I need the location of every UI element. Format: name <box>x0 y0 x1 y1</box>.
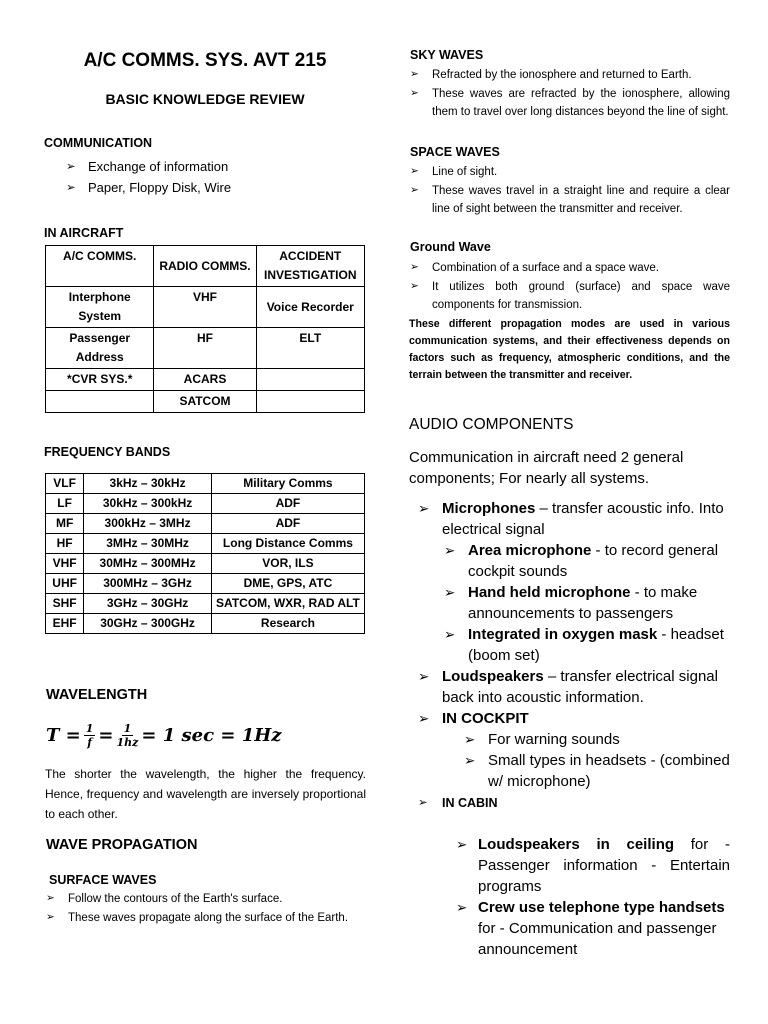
microphone-types-list <box>442 540 732 666</box>
table-cell: DME, GPS, ATC <box>211 574 364 594</box>
table-cell: VHF <box>154 287 256 328</box>
cabin-list <box>454 834 730 960</box>
loudspeakers-label: Loudspeakers <box>442 668 544 685</box>
table-cell: Passenger Address <box>46 328 154 369</box>
table-cell: Military Comms <box>211 474 364 494</box>
table-cell: 30kHz – 300kHz <box>84 494 212 514</box>
table-cell: UHF <box>46 574 84 594</box>
in-aircraft-table <box>45 245 365 413</box>
formula-fraction <box>117 722 139 749</box>
table-row <box>46 614 365 634</box>
table-cell: VOR, ILS <box>211 554 364 574</box>
table-row <box>46 574 365 594</box>
list-item: ➢ It utilizes both ground (surface) and space wave components for transmission. <box>408 278 730 315</box>
wavelength-formula <box>46 718 281 752</box>
list-item <box>416 498 732 666</box>
list-item <box>442 540 732 582</box>
table-cell: 3MHz – 30MHz <box>84 534 212 554</box>
item-text: for - Passenger information - Entertain programs <box>478 836 730 895</box>
audio-list <box>416 498 732 814</box>
table-row <box>46 494 365 514</box>
list-item <box>442 624 732 666</box>
fraction-numerator: 1 <box>85 721 94 735</box>
microphones-label: Microphones <box>442 500 536 517</box>
list-item <box>416 666 732 708</box>
table-cell: 3GHz – 30GHz <box>84 594 212 614</box>
table-cell: 3kHz – 30kHz <box>84 474 212 494</box>
table-cell: *CVR SYS.* <box>46 369 154 391</box>
fraction-numerator: 1 <box>123 721 132 735</box>
formula-fraction <box>84 722 96 749</box>
list-item: ➢ These waves are refracted by the ionosphere, allowing them to travel over long distances beyond the line of sight. <box>408 85 730 122</box>
item-text: for - Communication and passenger announcement <box>478 920 717 958</box>
communication-list <box>64 156 354 198</box>
audio-intro: Communication in aircraft need 2 general components; For nearly all systems. <box>409 449 684 487</box>
table-cell: HF <box>46 534 84 554</box>
propagation-note: These different propagation modes are used in various communication systems, and their effectiveness depends on factors such as frequency, atmospheric conditions, and the terrain between the transmitter and receiver. <box>409 318 730 381</box>
table-row <box>46 594 365 614</box>
table-cell: ADF <box>211 514 364 534</box>
table-row <box>46 369 365 391</box>
cockpit-list <box>462 729 732 792</box>
item-text: - to make announcements to passengers <box>468 584 698 622</box>
page-subtitle: BASIC KNOWLEDGE REVIEW <box>105 91 305 107</box>
item-bold: Loudspeakers in ceiling <box>478 836 675 853</box>
sky-waves-list <box>408 66 730 122</box>
table-cell: SATCOM <box>154 391 256 413</box>
table-cell: VLF <box>46 474 84 494</box>
list-item <box>442 582 732 624</box>
ground-wave-list <box>408 259 730 315</box>
in-cockpit-label: IN COCKPIT <box>442 710 529 727</box>
item-text: - headset (boom set) <box>468 626 724 664</box>
table-cell: ACARS <box>154 369 256 391</box>
table-row <box>46 554 365 574</box>
list-item <box>454 897 730 960</box>
page-title: A/C COMMS. SYS. AVT 215 <box>83 50 327 71</box>
item-bold: Hand held microphone <box>468 584 631 601</box>
table-cell: VHF <box>46 554 84 574</box>
audio-components-list <box>416 498 732 814</box>
fraction-denominator: 1hz <box>116 735 139 749</box>
item-bold: Crew use telephone type handsets <box>478 899 725 916</box>
in-aircraft-heading: IN AIRCRAFT <box>44 226 124 240</box>
list-item: ➢ These waves propagate along the surface of the Earth. <box>44 909 366 928</box>
item-bold: Area microphone <box>468 542 592 559</box>
table-cell: SHF <box>46 594 84 614</box>
audio-components-heading: AUDIO COMPONENTS <box>409 416 574 433</box>
list-item: ➢ Combination of a surface and a space wave. <box>408 259 730 278</box>
frequency-bands-heading: FREQUENCY BANDS <box>44 445 171 459</box>
microphones-text: – transfer acoustic info. Into electrical signal <box>442 500 724 538</box>
table-cell: MF <box>46 514 84 534</box>
formula-equals: = <box>98 724 114 746</box>
formula-rhs: = 1 sec = 1Hz <box>141 724 282 746</box>
list-item <box>416 792 732 814</box>
list-item: ➢ Refracted by the ionosphere and returned to Earth. <box>408 66 730 85</box>
list-item: ➢ For warning sounds <box>462 729 732 750</box>
table-cell <box>256 391 364 413</box>
surface-waves-heading: SURFACE WAVES <box>49 873 157 887</box>
table-cell: HF <box>154 328 256 369</box>
item-text: - to record general cockpit sounds <box>468 542 719 580</box>
list-item: ➢ Small types in headsets - (combined w/ microphone) <box>462 750 732 792</box>
fraction-denominator: f <box>87 735 92 749</box>
table-cell: Interphone System <box>46 287 154 328</box>
table-cell: Long Distance Comms <box>211 534 364 554</box>
table-cell: 30MHz – 300MHz <box>84 554 212 574</box>
ground-wave-heading: Ground Wave <box>410 240 491 254</box>
table-row <box>46 328 365 369</box>
loudspeakers-text: – transfer electrical signal back into acoustic information. <box>442 668 718 706</box>
list-item <box>454 834 730 897</box>
list-item: ➢ Follow the contours of the Earth's surface. <box>44 890 366 909</box>
table-header-row <box>46 246 365 287</box>
frequency-bands-table <box>45 473 365 634</box>
table-cell: 300kHz – 3MHz <box>84 514 212 534</box>
table-row <box>46 474 365 494</box>
space-waves-heading: SPACE WAVES <box>410 145 500 159</box>
table-cell: 300MHz – 3GHz <box>84 574 212 594</box>
table-cell: ELT <box>256 328 364 369</box>
table-header: ACCIDENT INVESTIGATION <box>256 246 364 287</box>
table-cell: SATCOM, WXR, RAD ALT <box>211 594 364 614</box>
table-header: A/C COMMS. <box>46 246 154 287</box>
in-cabin-label: IN CABIN <box>442 796 498 810</box>
table-row <box>46 534 365 554</box>
wavelength-heading: WAVELENGTH <box>46 687 148 703</box>
table-row <box>46 391 365 413</box>
list-item: ➢ Line of sight. <box>408 163 730 182</box>
table-cell: LF <box>46 494 84 514</box>
surface-waves-list <box>44 890 366 927</box>
formula-lhs: T = <box>46 724 81 746</box>
wave-propagation-heading: WAVE PROPAGATION <box>46 837 198 853</box>
table-cell: EHF <box>46 614 84 634</box>
table-cell: Voice Recorder <box>256 287 364 328</box>
list-item: ➢ These waves travel in a straight line and require a clear line of sight between the transmitter and receiver. <box>408 182 730 219</box>
list-item: ➢ Paper, Floppy Disk, Wire <box>64 177 354 198</box>
item-bold: Integrated in oxygen mask <box>468 626 658 643</box>
communication-heading: COMMUNICATION <box>44 136 153 150</box>
list-item: ➢ Exchange of information <box>64 156 354 177</box>
table-cell <box>256 369 364 391</box>
table-header: RADIO COMMS. <box>154 246 256 287</box>
table-cell: Research <box>211 614 364 634</box>
wavelength-text: The shorter the wavelength, the higher the frequency. Hence, frequency and wavelength are inversely proportional to each other. <box>45 767 366 821</box>
list-item <box>416 708 732 792</box>
sky-waves-heading: SKY WAVES <box>410 48 484 62</box>
table-cell: ADF <box>211 494 364 514</box>
space-waves-list <box>408 163 730 219</box>
table-cell <box>46 391 154 413</box>
table-row <box>46 514 365 534</box>
table-row <box>46 287 365 328</box>
table-cell: 30GHz – 300GHz <box>84 614 212 634</box>
